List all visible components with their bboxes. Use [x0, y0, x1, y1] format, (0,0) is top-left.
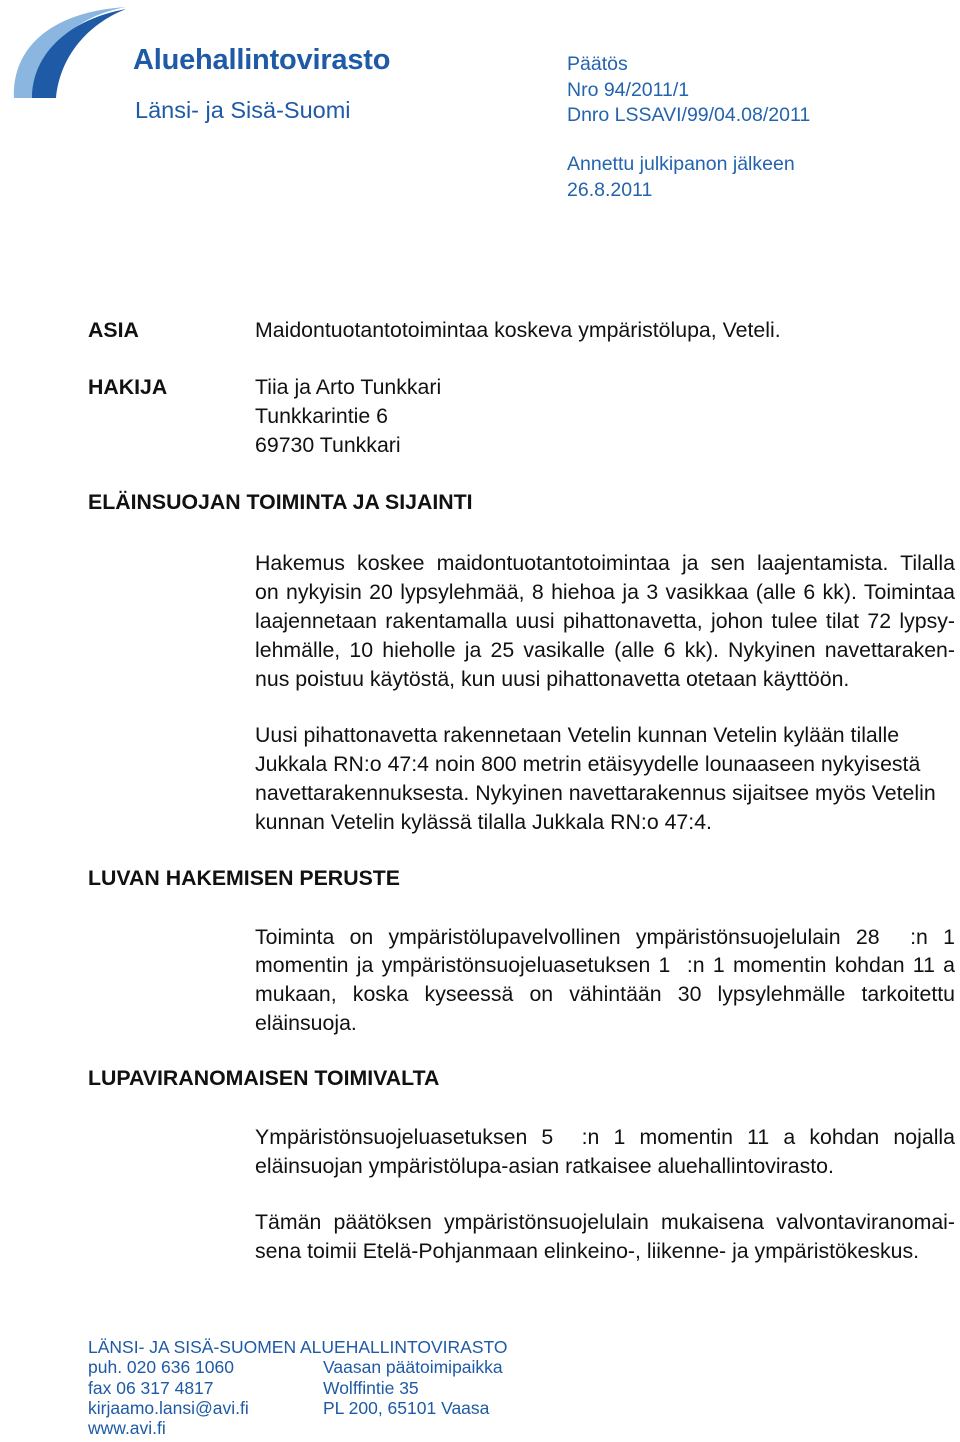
document-type: Päätös [567, 53, 628, 75]
text-line: nus poistuu käytöstä, kun uusi pihattonavetta otetaan käyttöön. [255, 666, 850, 691]
decision-header [567, 52, 810, 129]
footer-row [88, 1378, 608, 1398]
section-heading-operation: ELÄINSUOJAN TOIMINTA JA SIJAINTI [88, 489, 473, 514]
footer-street: Wolffintie 35 [323, 1377, 419, 1398]
page-footer [88, 1337, 608, 1438]
text-line: mukaan, koska kyseessä on vähintään 30 lypsylehmälle tarkoitettu [255, 981, 955, 1006]
record-number: Dnro LSSAVI/99/04.08/2011 [567, 104, 811, 126]
issue-date: 26.8.2011 [567, 178, 653, 201]
subject-text [255, 316, 955, 345]
grounds-paragraph [255, 923, 955, 1038]
footer-fax: fax 06 317 4817 [88, 1377, 214, 1398]
authority-paragraph-2 [255, 1208, 955, 1266]
footer-po-box: PL 200, 65101 Vaasa [323, 1397, 490, 1418]
swoosh-logo-icon [10, 4, 128, 100]
text-line: lehmälle, 10 hieholle ja 25 vasikalle (alle 6 kk). Nykyinen navettaraken- [255, 637, 955, 662]
text-line: on nykyisin 20 lypsylehmää, 8 hiehoa ja 3 vasikkaa (alle 6 kk). Toimintaa [255, 579, 955, 604]
applicant-name: Tiia ja Arto Tunkkari [255, 374, 442, 399]
subject-line: Maidontuotantotoimintaa koskeva ympäristölupa, Veteli. [255, 317, 781, 342]
text-line: Ympäristönsuojeluasetuksen 5 :n 1 momentin 11 a kohdan nojalla [255, 1124, 955, 1149]
footer-email: kirjaamo.lansi@avi.fi [88, 1397, 249, 1418]
logo-wordmark: Aluehallintovirasto [133, 44, 391, 76]
issue-info [567, 152, 795, 203]
authority-paragraph-1 [255, 1123, 955, 1181]
text-line: laajennetaan rakentamalla uusi pihattonavetta, johon tulee tilat 72 lypsy- [255, 608, 955, 633]
text-line: Uusi pihattonavetta rakennetaan Vetelin kunnan Vetelin kylään tilalle [255, 722, 900, 747]
text-line: momentin ja ympäristönsuojeluasetuksen 1 :n 1 momentin kohdan 11 a [255, 953, 955, 978]
text-line: Tämän päätöksen ympäristönsuojelulain mukaisena valvontaviranomai- [255, 1209, 955, 1234]
applicant-address [255, 373, 955, 460]
footer-office: Vaasan päätoimipaikka [323, 1357, 503, 1378]
text-line: kunnan Vetelin kylässä tilalla Jukkala RN:o 47:4. [255, 809, 712, 834]
text-line: sena toimii Etelä-Pohjanmaan elinkeino-, liikenne- ja ympäristökeskus. [255, 1238, 920, 1263]
applicant-label: HAKIJA [88, 374, 168, 399]
logo-region: Länsi- ja Sisä-Suomi [135, 97, 351, 123]
text-line: navettarakennuksesta. Nykyinen navettarakennus sijaitsee myös Vetelin [255, 780, 936, 805]
text-line: Jukkala RN:o 47:4 noin 800 metrin etäisyydelle lounaaseen nykyisestä [255, 751, 921, 776]
applicant-postal: 69730 Tunkkari [255, 432, 401, 457]
footer-phone: puh. 020 636 1060 [88, 1357, 234, 1378]
operation-paragraph-2 [255, 721, 955, 837]
section-heading-authority: LUPAVIRANOMAISEN TOIMIVALTA [88, 1065, 440, 1090]
applicant-street: Tunkkarintie 6 [255, 403, 388, 428]
text-line: eläinsuojan ympäristölupa-asian ratkaisee aluehallintovirasto. [255, 1153, 834, 1178]
text-line: Toiminta on ympäristölupavelvollinen ympäristönsuojelulain 28 :n 1 [255, 924, 955, 949]
subject-label: ASIA [88, 317, 139, 342]
decision-number: Nro 94/2011/1 [567, 78, 690, 101]
text-line: Hakemus koskee maidontuotantotoimintaa ja sen laajentamista. Tilalla [255, 550, 955, 575]
text-line: eläinsuoja. [255, 1010, 357, 1035]
footer-row [88, 1398, 608, 1418]
footer-row [88, 1357, 608, 1377]
footer-org: LÄNSI- JA SISÄ-SUOMEN ALUEHALLINTOVIRASTO [88, 1337, 508, 1357]
footer-website: www.avi.fi [88, 1418, 166, 1438]
section-heading-grounds: LUVAN HAKEMISEN PERUSTE [88, 865, 400, 890]
operation-paragraph-1 [255, 549, 955, 694]
issue-note: Annettu julkipanon jälkeen [567, 153, 795, 175]
